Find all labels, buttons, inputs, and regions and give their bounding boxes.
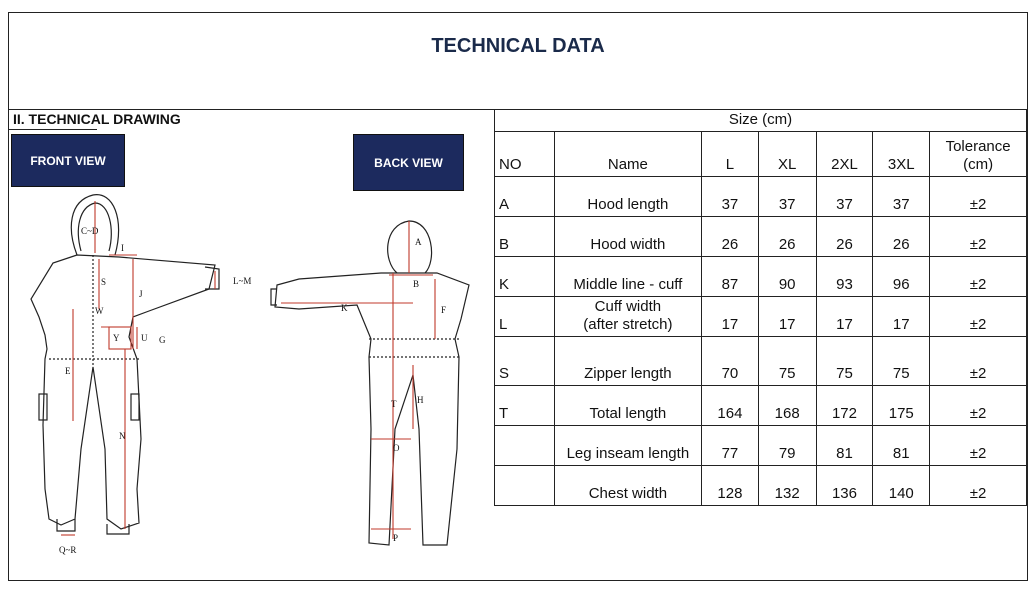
row-3xl: 96 <box>873 257 930 297</box>
row-2xl: 136 <box>816 466 873 506</box>
row-tolerance: ±2 <box>930 297 1027 337</box>
label-lm: L~M <box>233 276 252 286</box>
row-2xl: 93 <box>816 257 873 297</box>
row-name: Hood width <box>554 217 701 257</box>
row-name: Zipper length <box>554 337 701 386</box>
label-g: G <box>159 335 166 345</box>
row-no: L <box>495 297 555 337</box>
row-l: 17 <box>702 297 759 337</box>
row-xl: 132 <box>758 466 816 506</box>
row-3xl: 140 <box>873 466 930 506</box>
table-row <box>495 386 1027 426</box>
row-name-line2: (after stretch) <box>583 316 673 333</box>
row-name-line1: Cuff width <box>594 298 662 315</box>
row-name: Chest width <box>554 466 701 506</box>
label-s: S <box>101 277 107 287</box>
size-table <box>494 109 1027 506</box>
header-3xl: 3XL <box>873 132 930 177</box>
row-2xl: 17 <box>816 297 873 337</box>
row-no: A <box>495 177 555 217</box>
label-o: O <box>393 443 400 453</box>
label-j: J <box>139 289 143 299</box>
row-xl: 37 <box>758 177 816 217</box>
row-no: B <box>495 217 555 257</box>
table-row <box>495 297 1027 337</box>
row-3xl: 81 <box>873 426 930 466</box>
row-l: 77 <box>702 426 759 466</box>
row-xl: 168 <box>758 386 816 426</box>
back-view-label: BACK VIEW <box>353 134 464 191</box>
document-frame <box>8 12 1028 581</box>
row-3xl: 175 <box>873 386 930 426</box>
row-xl: 75 <box>758 337 816 386</box>
label-n: N <box>119 431 126 441</box>
header-no: NO <box>495 132 555 177</box>
section-label: II. TECHNICAL DRAWING <box>13 111 181 127</box>
row-no: S <box>495 337 555 386</box>
table-row <box>495 177 1027 217</box>
section-underline <box>9 129 97 130</box>
back-coverall-outline <box>271 221 469 545</box>
row-l: 128 <box>702 466 759 506</box>
size-table-wrap <box>494 109 1027 506</box>
row-3xl: 26 <box>873 217 930 257</box>
row-2xl: 172 <box>816 386 873 426</box>
row-no <box>495 466 555 506</box>
header-xl: XL <box>758 132 816 177</box>
row-no: K <box>495 257 555 297</box>
technical-drawing <box>9 189 489 581</box>
row-3xl: 17 <box>873 297 930 337</box>
header-tolerance-line1: Tolerance <box>945 138 1011 155</box>
row-l: 70 <box>702 337 759 386</box>
label-p: P <box>393 533 399 543</box>
label-e: E <box>65 366 71 376</box>
label-u: U <box>141 333 148 343</box>
row-name: Leg inseam length <box>554 426 701 466</box>
header-name: Name <box>554 132 701 177</box>
page-title: TECHNICAL DATA <box>431 35 605 57</box>
header-2xl: 2XL <box>816 132 873 177</box>
header-tolerance-line2: (cm) <box>963 156 994 173</box>
row-tolerance: ±2 <box>930 257 1027 297</box>
label-w: W <box>95 306 104 316</box>
row-tolerance: ±2 <box>930 426 1027 466</box>
table-row <box>495 466 1027 506</box>
row-l: 37 <box>702 177 759 217</box>
row-name <box>554 297 701 337</box>
label-t: T <box>391 399 397 409</box>
label-y: Y <box>113 333 120 343</box>
table-row <box>495 217 1027 257</box>
label-b: B <box>413 279 420 289</box>
row-tolerance: ±2 <box>930 386 1027 426</box>
label-qr: Q~R <box>59 545 77 555</box>
row-tolerance: ±2 <box>930 466 1027 506</box>
row-2xl: 75 <box>816 337 873 386</box>
label-h: H <box>417 395 424 405</box>
row-3xl: 75 <box>873 337 930 386</box>
row-xl: 79 <box>758 426 816 466</box>
front-view-label: FRONT VIEW <box>11 134 125 187</box>
row-xl: 90 <box>758 257 816 297</box>
label-cd: C~D <box>81 226 99 236</box>
row-l: 26 <box>702 217 759 257</box>
table-row <box>495 337 1027 386</box>
row-2xl: 81 <box>816 426 873 466</box>
row-xl: 17 <box>758 297 816 337</box>
label-f: F <box>441 305 447 315</box>
row-no <box>495 426 555 466</box>
row-3xl: 37 <box>873 177 930 217</box>
row-2xl: 37 <box>816 177 873 217</box>
row-2xl: 26 <box>816 217 873 257</box>
row-l: 164 <box>702 386 759 426</box>
row-no: T <box>495 386 555 426</box>
row-name: Hood length <box>554 177 701 217</box>
header-l: L <box>702 132 759 177</box>
table-row <box>495 257 1027 297</box>
row-xl: 26 <box>758 217 816 257</box>
row-tolerance: ±2 <box>930 217 1027 257</box>
row-name: Total length <box>554 386 701 426</box>
row-tolerance: ±2 <box>930 337 1027 386</box>
row-l: 87 <box>702 257 759 297</box>
header-tolerance <box>930 132 1027 177</box>
size-header: Size (cm) <box>495 110 1027 132</box>
label-a: A <box>415 237 422 247</box>
table-row <box>495 426 1027 466</box>
label-k: K <box>341 303 348 313</box>
front-dimension-letters <box>59 226 251 555</box>
label-i: I <box>121 243 124 253</box>
column-header-row <box>495 132 1027 177</box>
row-tolerance: ±2 <box>930 177 1027 217</box>
row-name: Middle line - cuff <box>554 257 701 297</box>
size-header-row <box>495 110 1027 132</box>
